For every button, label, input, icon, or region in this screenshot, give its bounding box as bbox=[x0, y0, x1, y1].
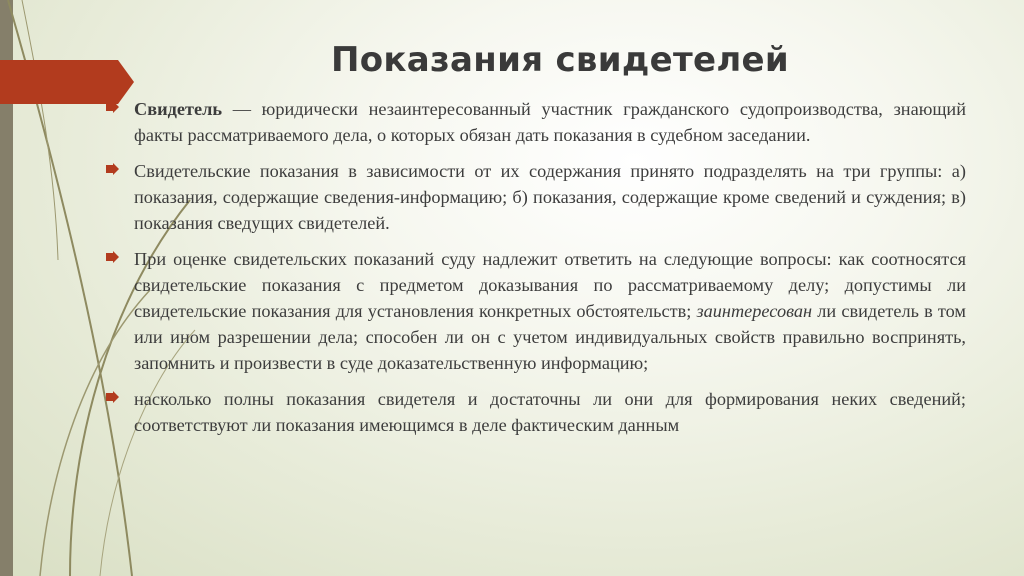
bullet-list bbox=[106, 96, 966, 448]
arrow-bullet-icon bbox=[106, 101, 119, 113]
bullet-text-3a: При оценке свидетельских показаний суду надлежит ответить на следующие вопросы: как соотносятся свидетельские показания с предметом доказывания по рассматриваемому делу; допустимы ли свидетельские показания для установления конкретных обстоятельств; bbox=[134, 249, 966, 321]
bullet-item-1 bbox=[106, 96, 966, 148]
bullet-text-2: Свидетельские показания в зависимости от их содержания принято подразделять на три группы: а) показания, содержащие сведения-информацию; б) показания, содержащие кроме сведений и суждения; в) показания сведущих свидетелей. bbox=[134, 161, 966, 233]
term-witness: Свидетель bbox=[134, 99, 222, 119]
bullet-text-3b: ли свидетель в том или ином разрешении дела; способен ли он с учетом индивидуальных свойств правильно воспринять, запомнить и произвести в суде доказательственную информацию; bbox=[134, 301, 967, 373]
slide-title: Показания свидетелей bbox=[330, 40, 790, 80]
arrow-bullet-icon bbox=[106, 163, 119, 175]
arrow-bullet-icon bbox=[106, 391, 119, 403]
bullet-item-2 bbox=[106, 158, 966, 236]
arrow-bullet-icon bbox=[106, 251, 119, 263]
bullet-item-3 bbox=[106, 246, 966, 376]
bullet-text-1: — юридически незаинтересованный участник гражданского судопроизводства, знающий факты рассматриваемого дела, о которых обязан дать показания в судебном заседании. bbox=[134, 99, 966, 145]
bullet-item-4 bbox=[106, 386, 966, 438]
bullet-text-4: насколько полны показания свидетеля и достаточны ли они для формирования неких сведений; соответствуют ли показания имеющимся в деле фактическим данным bbox=[134, 389, 966, 435]
italic-interested: заинтересован bbox=[696, 301, 813, 321]
